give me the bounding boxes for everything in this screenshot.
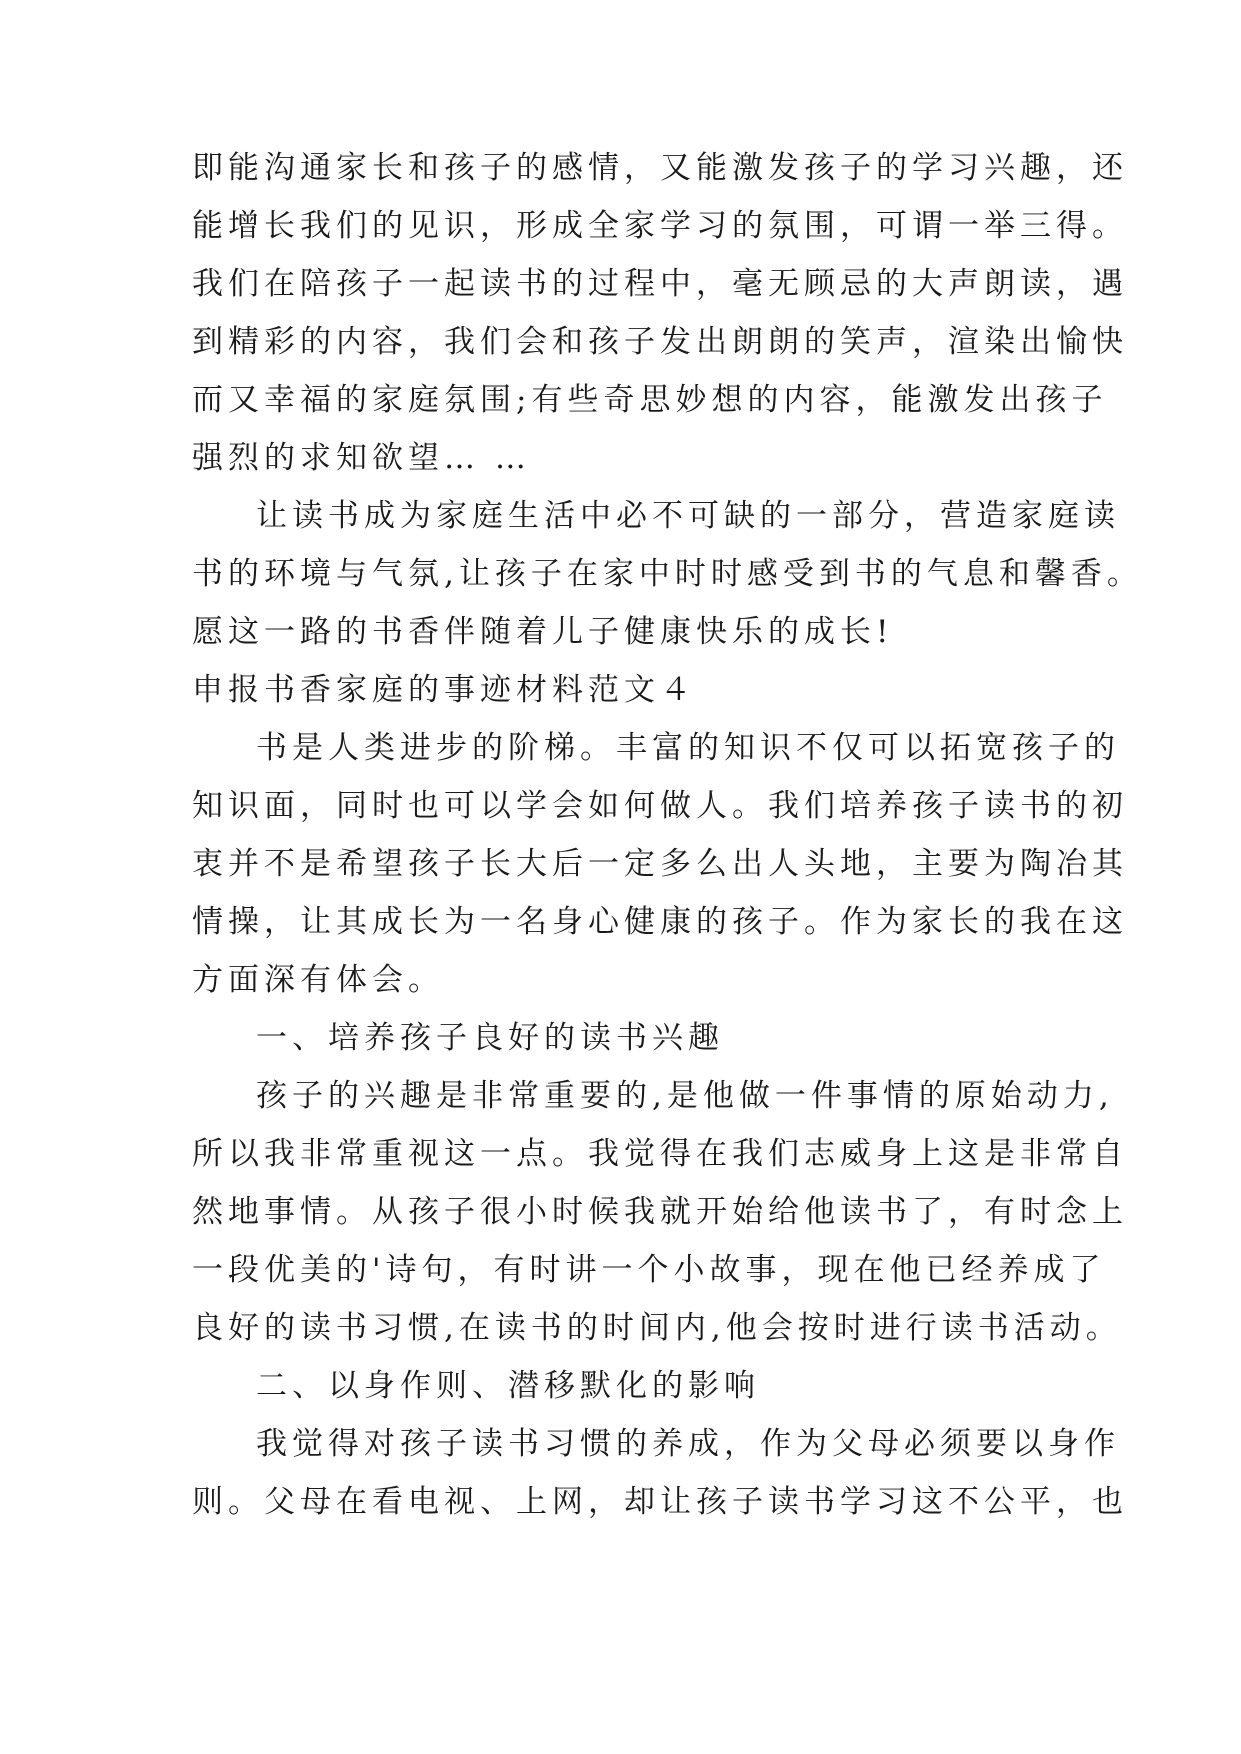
text-line: 书的环境与气氛,让孩子在家中时时感受到书的气息和馨香。: [192, 556, 1143, 592]
text-line: 到精彩的内容，我们会和孩子发出朗朗的笑声，渲染出愉快: [192, 324, 1128, 360]
text-line: 然地事情。从孩子很小时候我就开始给他读书了，有时念上: [192, 1194, 1128, 1230]
text-line: 而又幸福的家庭氛围;有些奇思妙想的内容，能激发出孩子: [192, 382, 1108, 418]
section-heading: 申报书香家庭的事迹材料范文４: [192, 672, 696, 708]
text-line: 所以我非常重视这一点。我觉得在我们志威身上这是非常自: [192, 1136, 1128, 1172]
text-line: 衷并不是希望孩子长大后一定多么出人头地，主要为陶冶其: [192, 846, 1128, 882]
text-line: 能增长我们的见识，形成全家学习的氛围，可谓一举三得。: [192, 208, 1128, 244]
text-line: 让读书成为家庭生活中必不可缺的一部分，营造家庭读: [256, 498, 1120, 534]
text-line: 情操，让其成长为一名身心健康的孩子。作为家长的我在这: [192, 904, 1128, 940]
text-line: 良好的读书习惯,在读书的时间内,他会按时进行读书活动。: [192, 1310, 1122, 1346]
text-line: 我们在陪孩子一起读书的过程中，毫无顾忌的大声朗读，遇: [192, 266, 1128, 302]
text-line: 愿这一路的书香伴随着儿子健康快乐的成长!: [192, 614, 894, 650]
text-line: 我觉得对孩子读书习惯的养成，作为父母必须要以身作: [256, 1426, 1120, 1462]
text-line: 方面深有体会。: [192, 962, 444, 998]
subheading: 二、以身作则、潜移默化的影响: [256, 1368, 760, 1404]
text-line: 孩子的兴趣是非常重要的,是他做一件事情的原始动力,: [256, 1078, 1114, 1114]
text-line: 即能沟通家长和孩子的感情，又能激发孩子的学习兴趣，还: [192, 150, 1128, 186]
subheading: 一、培养孩子良好的读书兴趣: [256, 1020, 724, 1056]
text-line: 则。父母在看电视、上网，却让孩子读书学习这不公平，也: [192, 1484, 1128, 1520]
text-line: 一段优美的'诗句，有时讲一个小故事，现在他已经养成了: [192, 1252, 1106, 1288]
text-line: 知识面，同时也可以学会如何做人。我们培养孩子读书的初: [192, 788, 1128, 824]
text-line: 书是人类进步的阶梯。丰富的知识不仅可以拓宽孩子的: [256, 730, 1120, 766]
text-line: 强烈的求知欲望… …: [192, 440, 531, 476]
